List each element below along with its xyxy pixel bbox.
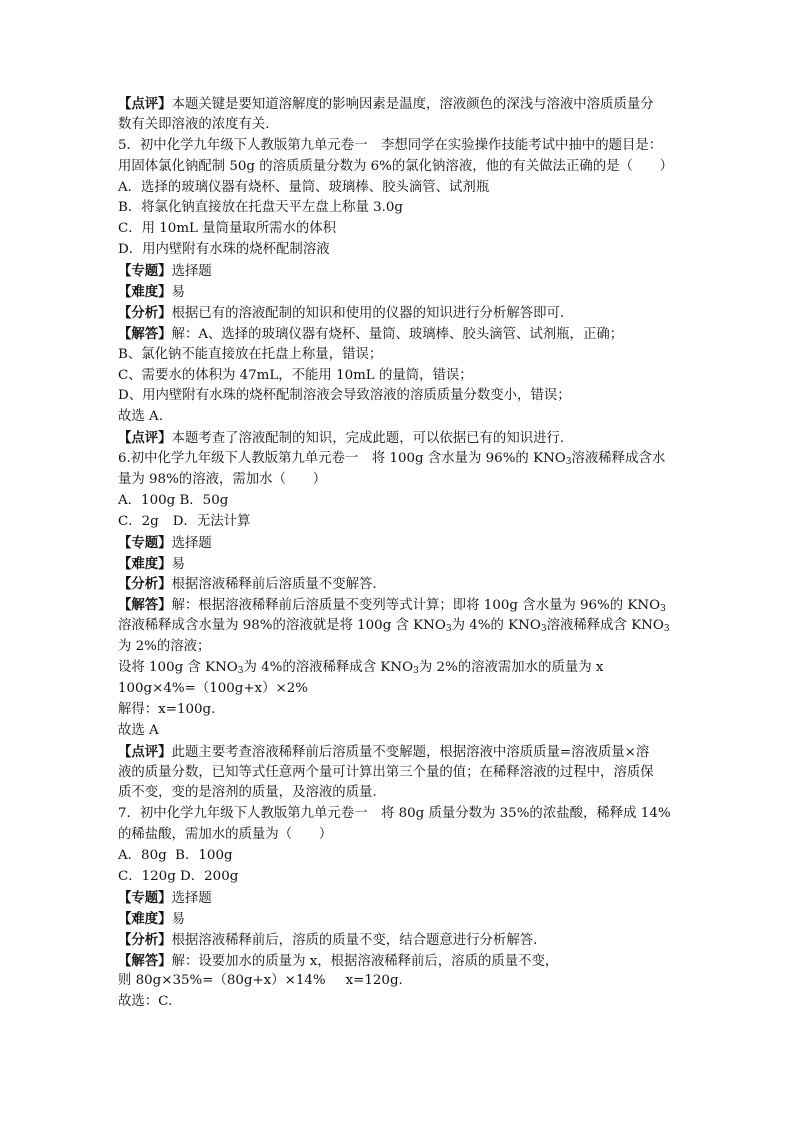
text: B、氯化钠不能直接放在托盘上称量，错误； <box>118 346 383 362</box>
options-ab <box>118 491 688 512</box>
topic-line <box>118 533 688 554</box>
analysis-tag: 【分析】 <box>118 304 172 321</box>
question-7-stem <box>118 804 688 825</box>
answer-tag: 【解答】 <box>118 952 172 969</box>
text-line <box>118 721 688 742</box>
topic-line <box>118 261 688 282</box>
equation-line <box>118 971 688 992</box>
text: 用固体氯化钠配制 50g 的溶质质量分数为 6%的氯化钠溶液，他的有关做法正确的是（ ） <box>118 158 674 174</box>
text: 6.初中化学九年级下人教版第九单元卷一 将 100g 含水量为 96%的 KNO <box>118 451 566 467</box>
subscript: 3 <box>565 457 572 468</box>
result: x=120g. <box>345 973 403 989</box>
text: 溶液稀释成含 KNO <box>546 618 664 634</box>
text: 7．初中化学九年级下人教版第九单元卷一 将 80g 质量分数为 35%的浓盐酸，稀释成 14% <box>118 806 671 822</box>
options-ab <box>118 846 688 867</box>
text: 解得：x=100g. <box>118 701 216 717</box>
comment-line <box>118 94 688 115</box>
equation: 则 80g×35%=（80g+x）×14% <box>118 973 326 989</box>
text: A．100g B．50g <box>118 492 229 508</box>
analysis-tag: 【分析】 <box>118 931 172 948</box>
text: 量为 98%的溶液，需加水（ ） <box>118 472 327 488</box>
difficulty-tag: 【难度】 <box>118 555 172 572</box>
text: 解：根据溶液稀释前后溶质量不变列等式计算；即将 100g 含水量为 96%的 KNO <box>171 598 661 614</box>
text: C．用 10mL 量筒量取所需水的体积 <box>118 221 337 237</box>
difficulty-line <box>118 282 688 303</box>
answer-line <box>118 595 688 616</box>
subscript: 3 <box>237 666 244 677</box>
topic-tag: 【专题】 <box>118 889 172 906</box>
text: 选择题 <box>171 535 212 551</box>
subscript: 3 <box>413 666 419 677</box>
analysis-line <box>118 303 688 324</box>
text: 质不变，变的是溶剂的质量，及溶液的质量. <box>118 785 377 801</box>
option-d <box>118 240 688 261</box>
question-5-stem <box>118 157 688 178</box>
text: 解：A、选择的玻璃仪器有烧杯、量筒、玻璃棒、胶头滴管、试剂瓶，正确； <box>171 326 624 342</box>
text: 易 <box>171 911 185 927</box>
equation-line <box>118 679 688 700</box>
options-cd <box>118 867 688 888</box>
subscript: 3 <box>445 624 452 635</box>
text: 根据已有的溶液配制的知识和使用的仪器的知识进行分析解答即可. <box>171 305 565 321</box>
question-7-stem <box>118 825 688 846</box>
text: C、需要水的体积为 47mL，不能用 10mL 的量筒，错误； <box>118 367 473 383</box>
text-line <box>118 992 688 1013</box>
text-line <box>118 700 688 721</box>
topic-tag: 【专题】 <box>118 534 172 551</box>
text-line <box>118 763 688 784</box>
text: 本题考查了溶液配制的知识，完成此题，可以依据已有的知识进行. <box>171 431 565 447</box>
text-line <box>118 115 688 136</box>
option-c <box>118 219 688 240</box>
difficulty-line <box>118 909 688 930</box>
answer-tag: 【解答】 <box>118 597 172 614</box>
option-a <box>118 178 688 199</box>
question-6-stem <box>118 449 688 470</box>
text-line <box>118 345 688 366</box>
question-5-stem <box>118 136 688 157</box>
option-d: D．无法计算 <box>172 513 251 529</box>
text: 易 <box>171 556 185 572</box>
text: B．将氯化钠直接放在托盘天平左盘上称量 3.0g <box>118 200 403 216</box>
text: 溶液稀释成含水量为 98%的溶液就是将 100g 含 KNO <box>118 618 446 634</box>
analysis-line <box>118 574 688 595</box>
analysis-line <box>118 930 688 951</box>
text: 选择题 <box>171 264 212 280</box>
document-page <box>118 94 688 1013</box>
text-line <box>118 637 688 658</box>
text: 为 2%的溶液需加水的质量为 x <box>418 660 604 676</box>
question-6-stem <box>118 470 688 491</box>
text-line <box>118 366 688 387</box>
text: 选择题 <box>171 890 212 906</box>
text: 溶液稀释成含水 <box>571 451 666 467</box>
text: D．用内壁附有水珠的烧杯配制溶液 <box>118 242 330 258</box>
text: 故选 A. <box>118 409 163 425</box>
subscript: 3 <box>663 624 670 635</box>
text: 为 4%的溶液稀释成含 KNO <box>243 660 414 676</box>
option-c: C．2g <box>118 513 159 529</box>
text-line <box>118 407 688 428</box>
comment-line <box>118 742 688 763</box>
text-line <box>118 658 688 679</box>
text: 根据溶液稀释前后，溶质的质量不变，结合题意进行分析解答. <box>171 932 538 948</box>
subscript: 3 <box>660 604 666 615</box>
text: 根据溶液稀释前后溶质量不变解答. <box>171 577 377 593</box>
text: 为 2%的溶液； <box>118 639 211 655</box>
text-line <box>118 783 688 804</box>
topic-line <box>118 888 688 909</box>
text: A．80g B．100g <box>118 848 233 864</box>
text: 设将 100g 含 KNO <box>118 660 238 676</box>
text-line <box>118 386 688 407</box>
answer-line <box>118 324 688 345</box>
option-b <box>118 198 688 219</box>
text-line <box>118 616 688 637</box>
text: 5．初中化学九年级下人教版第九单元卷一 李想同学在实验操作技能考试中抽中的题目是： <box>118 137 663 153</box>
text: 故选 A <box>118 722 159 738</box>
difficulty-tag: 【难度】 <box>118 910 172 927</box>
topic-tag: 【专题】 <box>118 263 172 280</box>
answer-line <box>118 951 688 972</box>
text: 的稀盐酸，需加水的质量为（ ） <box>118 827 333 843</box>
options-cd <box>118 512 688 533</box>
text: C．120g D．200g <box>118 868 239 884</box>
difficulty-line <box>118 554 688 575</box>
text: 液的质量分数，已知等式任意两个量可计算出第三个量的值；在稀释溶液的过程中，溶质保 <box>118 764 654 780</box>
text: 易 <box>171 285 185 301</box>
text: 此题主要考查溶液稀释前后溶质量不变解题，根据溶液中溶质质量=溶液质量×溶 <box>171 744 650 760</box>
analysis-tag: 【分析】 <box>118 576 172 593</box>
comment-text: 本题关键是要知道溶解度的影响因素是温度，溶液颜色的深浅与溶液中溶质质量分 <box>171 97 654 112</box>
text: D、用内壁附有水珠的烧杯配制溶液会导致溶液的溶质质量分数变小，错误； <box>118 388 571 404</box>
text: A．选择的玻璃仪器有烧杯、量筒、玻璃棒、胶头滴管、试剂瓶 <box>118 179 490 195</box>
subscript: 3 <box>540 624 547 635</box>
answer-tag: 【解答】 <box>118 325 172 342</box>
text: 解：设要加水的质量为 x，根据溶液稀释前后，溶质的质量不变， <box>171 953 559 969</box>
comment-tag: 【点评】 <box>118 96 172 112</box>
difficulty-tag: 【难度】 <box>118 284 172 301</box>
text: 为 4%的 KNO <box>451 618 541 634</box>
text: 100g×4%=（100g+x）×2% <box>118 680 308 696</box>
comment-tag: 【点评】 <box>118 430 172 447</box>
comment-tag: 【点评】 <box>118 743 172 760</box>
text: 数有关即溶液的浓度有关. <box>118 116 270 132</box>
comment-line <box>118 428 688 449</box>
text: 故选：C. <box>118 994 173 1010</box>
